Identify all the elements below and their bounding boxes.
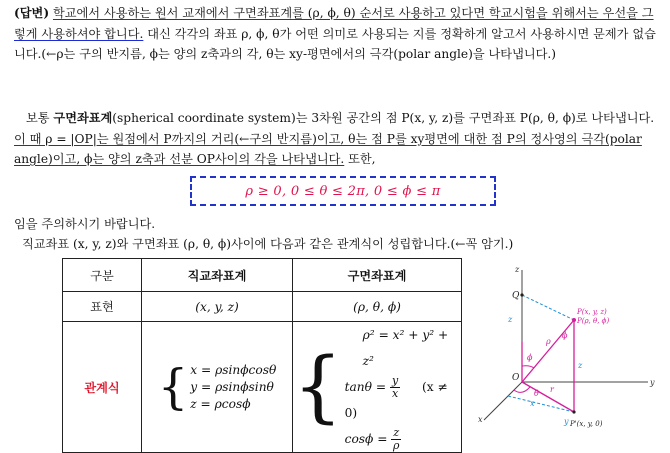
header-spherical: 구면좌표계: [293, 259, 462, 292]
note-text: 임을 주의하시기 바랍니다.: [14, 217, 156, 231]
header-category: 구분: [63, 259, 142, 292]
row-repr-label: 표현: [63, 292, 142, 322]
r-label: r: [550, 385, 554, 394]
origin-label: O: [512, 373, 520, 383]
z-segment-label: z: [578, 361, 583, 370]
x-axis-label: x: [478, 415, 483, 424]
q-to-p-dashed: [522, 295, 574, 320]
theta-label: θ: [534, 389, 539, 398]
row-relation-label: 관계식: [63, 322, 142, 453]
rho-segment: [522, 320, 574, 382]
relation-x: x = ρsinϕcosθ: [190, 362, 277, 377]
z-axis-label: z: [515, 265, 520, 274]
answer-label: (답변): [14, 6, 50, 20]
left-brace: {: [157, 359, 189, 415]
p-cartesian-label: P(x, y, z): [577, 308, 607, 316]
point-p: [572, 318, 576, 322]
relation-y: y = ρsinϕsinθ: [190, 379, 274, 394]
answer-underlined-text: 학교에서 사용하는 원서 교재에서 구면좌표계를 (ρ, ϕ, θ) 순서로 사용하고 있다면 학교시험을 위해서는 우선을 그렇게 사용하셔야 합니다.: [14, 6, 654, 41]
relation-cos: [345, 426, 461, 452]
phi-label-2: ϕ: [562, 331, 568, 340]
relation-intro: 직교좌표 (x, y, z)와 구면좌표 (ρ, θ, ϕ)사이에 다음과 같은 관계식이 성립합니다.(←꼭 암기.): [22, 237, 514, 251]
relation-tan: [345, 374, 461, 426]
cos-lhs: cosϕ =: [344, 432, 388, 446]
para-intro: 보통: [26, 111, 54, 125]
x-segment-label: x: [530, 399, 535, 408]
cos-fraction: [391, 427, 401, 452]
keyword-spherical: 구면좌표계: [53, 111, 113, 125]
y-axis-label: y: [650, 378, 655, 387]
phi-arc: [522, 366, 534, 368]
spherical-relations: [293, 322, 462, 453]
x-axis-line: [484, 382, 522, 420]
para-tail: 또한,: [344, 152, 376, 166]
tan-condition: (x ≠ 0): [344, 380, 448, 420]
row-repr-spherical: (ρ, θ, ϕ): [293, 292, 462, 322]
cos-num: z: [393, 426, 400, 439]
x-to-pproj-dashed: [508, 396, 574, 412]
tan-num: y: [391, 374, 399, 387]
tan-den: x: [391, 387, 399, 400]
answer-paragraph: [14, 3, 660, 65]
header-cartesian: 직교좌표계: [142, 259, 293, 292]
tan-lhs: tanθ =: [344, 380, 387, 394]
relation-rho: ρ² = x² + y² + z²: [362, 328, 449, 368]
range-formula-box: [190, 176, 496, 206]
spherical-coordinate-diagram: [470, 262, 660, 442]
row-repr-cartesian: (x, y, z): [142, 292, 293, 322]
tan-fraction: [390, 375, 400, 400]
p-spherical-label: P(ρ, θ, ϕ): [577, 317, 610, 325]
answer-text: 대신 각각의 좌표 ρ, ϕ, θ가 어떤 의미로 사용되는 지를 정확하게 알고서 사용하시면 문제가 없습니다.(←ρ는 구의 반지름, ϕ는 양의 z축과의 각, θ는 xy-평면에서의 극각(polar angle)을 나타냅니다.): [14, 26, 656, 61]
cos-den: ρ: [392, 439, 400, 452]
spherical-definition-paragraph: [14, 108, 660, 170]
phi-label-1: ϕ: [527, 353, 533, 362]
left-brace: {: [293, 342, 343, 432]
rho-label: ρ: [546, 337, 551, 346]
para-after-keyword: (spherical coordinate system)는 3차원 공간의 점 P(x, y, z)를 구면좌표 P(ρ, θ, ϕ)로 나타냅니다.: [112, 111, 655, 125]
point-pproj: [572, 410, 575, 413]
para-underlined-definition: 이 때 ρ = |OP|는 원점에서 P까지의 거리(←구의 반지름)이고, θ는 점 P를 xy평면에 대한 점 P의 정사영의 극각(polar angle)이고, ϕ는 양의 z축과 선분 OP사이의 각을 나타냅니다.: [14, 131, 642, 166]
relation-table: [62, 258, 462, 453]
z-height-label: z: [508, 315, 513, 324]
cartesian-relations: [142, 322, 293, 453]
point-q: [520, 293, 523, 296]
relation-z: z = ρcosϕ: [190, 396, 251, 411]
range-formula: ρ ≥ 0, 0 ≤ θ ≤ 2π, 0 ≤ ϕ ≤ π: [245, 183, 441, 199]
q-label: Q: [512, 291, 520, 301]
p-projection-label: P'(x, y, 0): [570, 420, 603, 428]
y-segment-label: y: [564, 417, 569, 426]
